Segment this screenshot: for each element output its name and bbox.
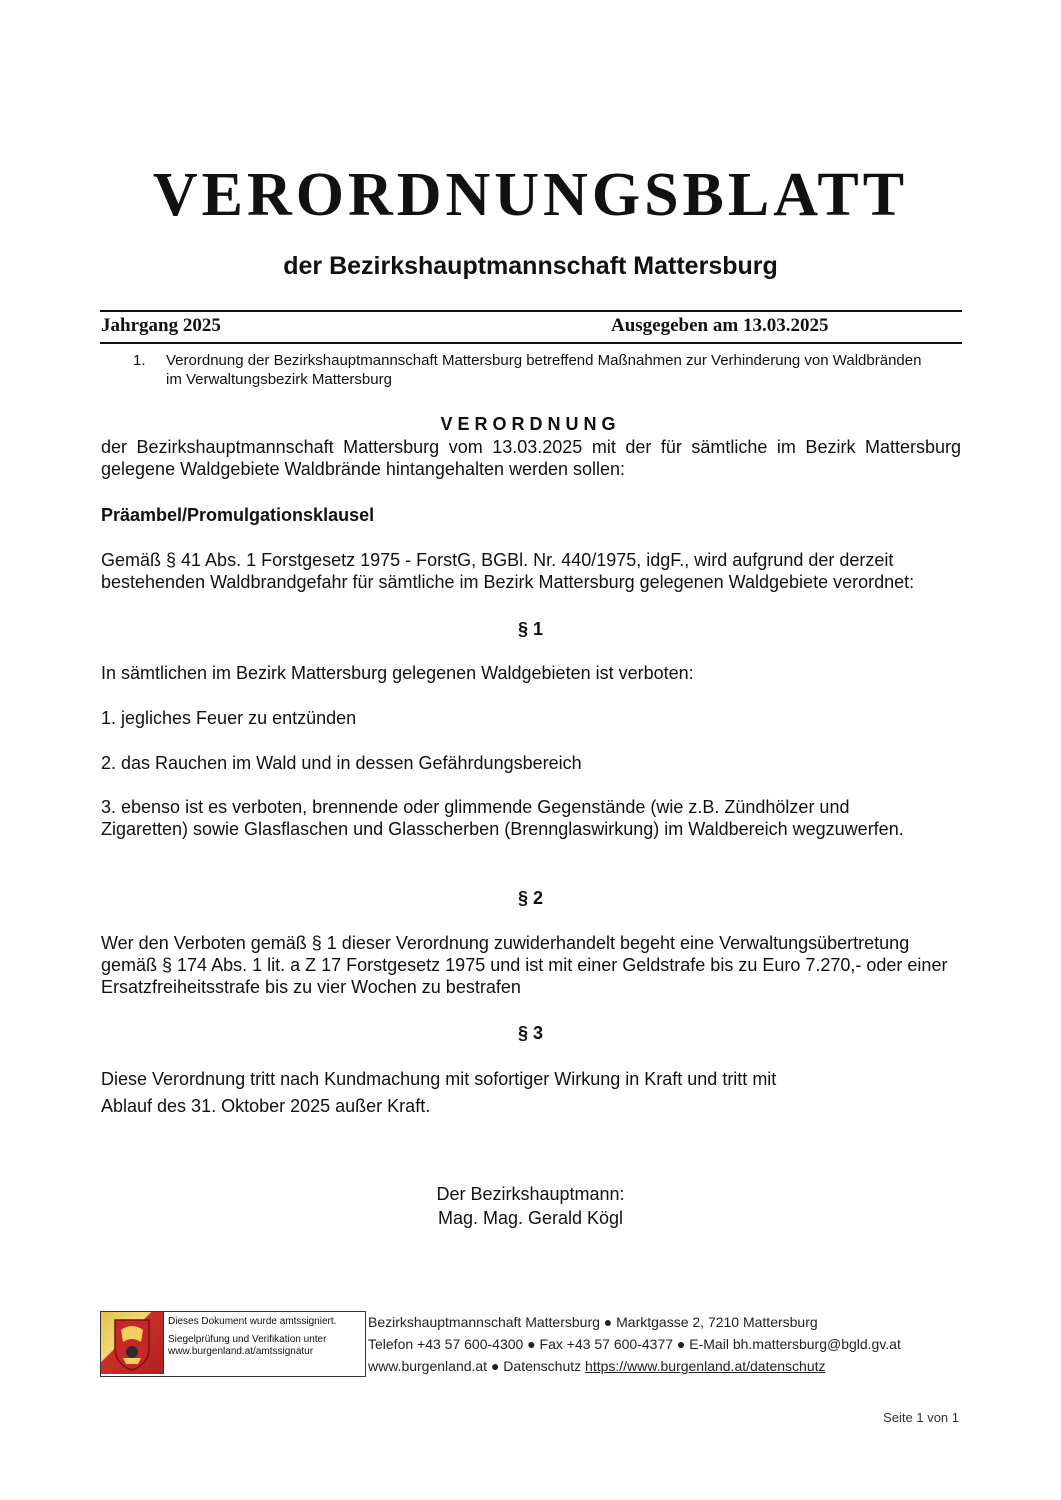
document-title: VERORDNUNGSBLATT [152, 161, 909, 229]
footer-address: Bezirkshauptmannschaft Mattersburg ● Marktgasse 2, 7210 Mattersburg [368, 1314, 818, 1330]
section-3-heading: § 3 [517, 1023, 544, 1043]
signature-name: Mag. Mag. Gerald Kögl [437, 1208, 624, 1228]
header-rule-bottom [100, 342, 962, 344]
page-number: Seite 1 von 1 [883, 1410, 959, 1425]
seal-line-2: Siegelprüfung und Verifikation unter [168, 1334, 327, 1345]
section-1-item-2: 2. das Rauchen im Wald und in dessen Gefährdungsbereich [101, 753, 582, 773]
jahrgang-label: Jahrgang 2025 [101, 315, 221, 336]
section-3-line-2: Ablauf des 31. Oktober 2025 außer Kraft. [101, 1096, 431, 1116]
coat-of-arms-icon [101, 1312, 164, 1374]
section-1-intro: In sämtlichen im Bezirk Mattersburg gelegenen Waldgebieten ist verboten: [101, 663, 694, 683]
footer-phone: Telefon +43 57 600-4300 ● Fax +43 57 600-4377 ● E-Mail bh.mattersburg@bgld.gv.at [368, 1336, 901, 1352]
footer-web [368, 1355, 901, 1377]
issue-date-label: Ausgegeben am 13.03.2025 [611, 315, 829, 336]
section-3-line-1: Diese Verordnung tritt nach Kundmachung mit sofortiger Wirkung in Kraft und tritt mit [101, 1069, 777, 1089]
privacy-link[interactable]: https://www.burgenland.at/datenschutz [585, 1358, 826, 1374]
footer-contact [368, 1311, 901, 1377]
seal-text [164, 1312, 340, 1376]
official-seal-box [100, 1311, 366, 1377]
header-rule-top [100, 310, 962, 312]
seal-line-3: www.burgenland.at/amtssignatur [168, 1346, 314, 1357]
ordinance-heading: VERORDNUNG [440, 414, 621, 434]
signature-role: Der Bezirkshauptmann: [436, 1184, 625, 1204]
toc-item-number: 1. [133, 352, 146, 369]
section-1-item-1: 1. jegliches Feuer zu entzünden [101, 708, 357, 728]
seal-line-1: Dieses Dokument wurde amtssigniert. [168, 1316, 337, 1327]
preamble-text: Gemäß § 41 Abs. 1 Forstgesetz 1975 - ForstG, BGBl. Nr. 440/1975, idgF., wird aufgrund der derzeit bestehenden Waldbrandgefahr für sämtliche im Bezirk Mattersburg gelegenen Waldgebiete verordnet: [101, 550, 915, 592]
section-1-item-3: 3. ebenso ist es verboten, brennende oder glimmende Gegenstände (wie z.B. Zündhölzer und Zigaretten) sowie Glasflaschen und Glasscherben (Brennglaswirkung) im Waldbereich wegzuwerfen. [101, 797, 904, 839]
section-2-heading: § 2 [517, 888, 544, 908]
footer-web-prefix: www.burgenland.at ● Datenschutz [368, 1358, 586, 1374]
toc-item-text: Verordnung der Bezirkshauptmannschaft Mattersburg betreffend Maßnahmen zur Verhinderung von Waldbränden im Verwaltungsbezirk Mattersburg [166, 352, 922, 388]
ordinance-intro: der Bezirkshauptmannschaft Mattersburg vom 13.03.2025 mit der für sämtliche im Bezirk Mattersburg gelegene Waldgebiete Waldbrände hintangehalten werden sollen: [101, 437, 961, 479]
preamble-heading: Präambel/Promulgationsklausel [101, 505, 375, 525]
document-subtitle: der Bezirkshauptmannschaft Mattersburg [283, 252, 778, 280]
section-1-heading: § 1 [517, 619, 544, 639]
section-2-text: Wer den Verboten gemäß § 1 dieser Verordnung zuwiderhandelt begeht eine Verwaltungsübertretung gemäß § 174 Abs. 1 lit. a Z 17 Forstgesetz 1975 und ist mit einer Geldstrafe bis zu Euro 7.270,- oder einer Ersatzfreiheitsstrafe bis zu vier Wochen zu bestrafen [101, 933, 948, 997]
